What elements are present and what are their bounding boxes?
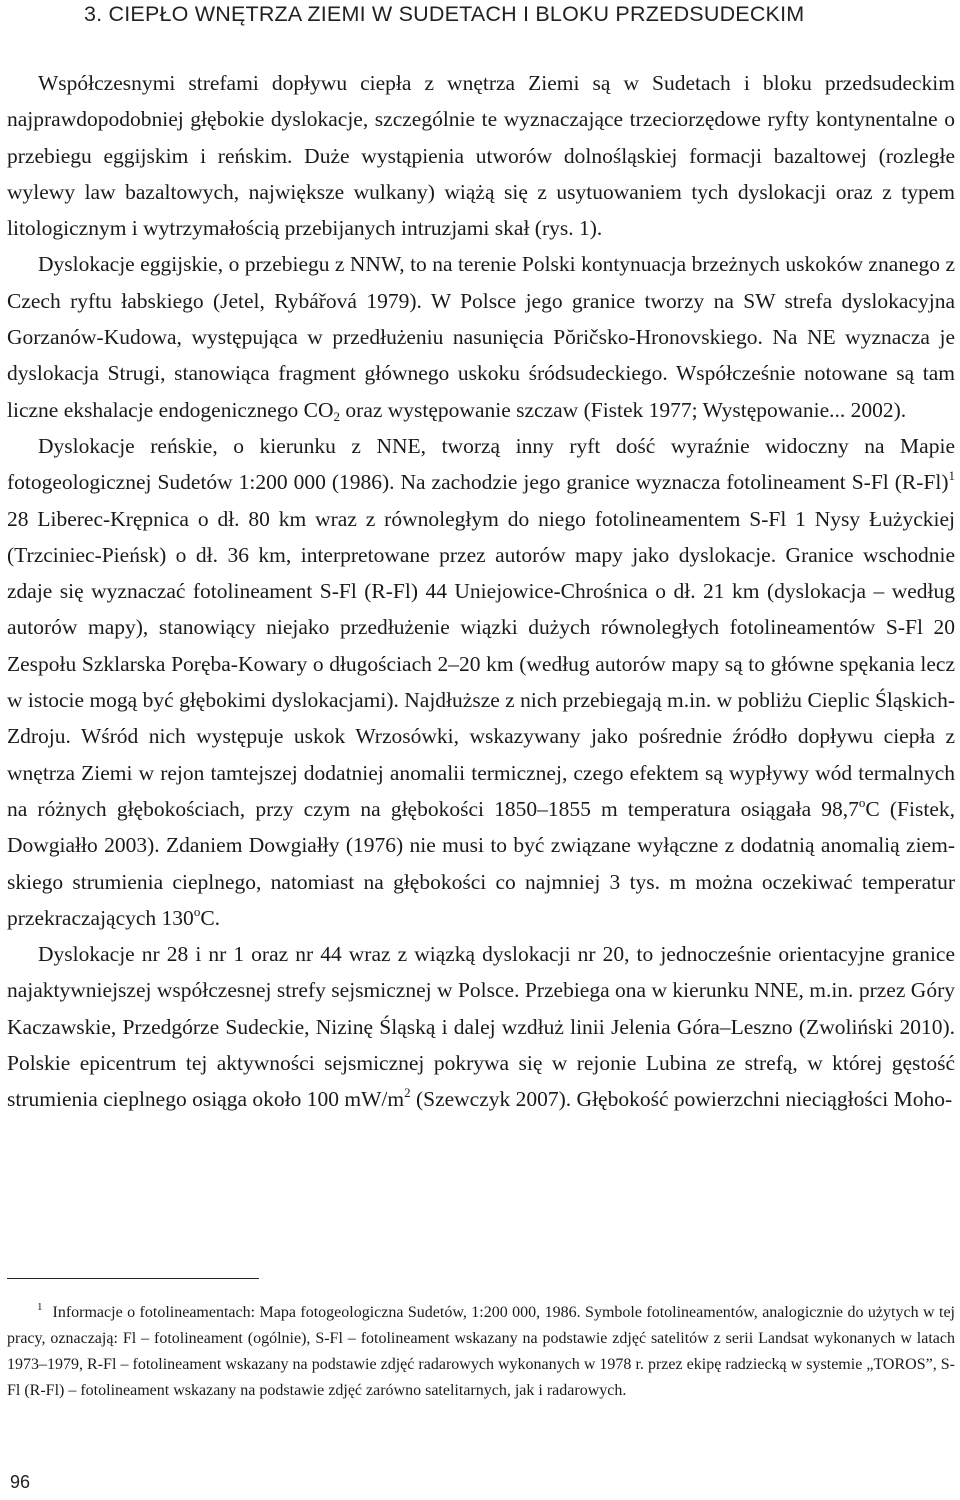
paragraph-3-text: Dyslokacje reńskie, o kierunku z NNE, tworzą inny ryft dość wyraźnie widoczny na Mapie fotogeologicznej Sudetów 1:200 000 (1986). Na zachodzie jego granice wyznacza fotolineament S-Fl (R-Fl) <box>7 433 955 495</box>
footnote-text: Informacje o fotolineamentach: Mapa fotogeologiczna Sudetów, 1:200 000, 1986. Symbole fotolineamentów, analogicznie do użytych w tej pracy, oznaczają: Fl – fotolineament (ogólnie), S-Fl – fotolineament wskazany na podstawie zdjęć satelitów z serii Landsat wykonanych w latach 1973–1979, R-Fl – fotolineament wskazany na podstawie zdjęć radarowych wykonanych w 1978 r. przez ekipę radziecką w systemie „TOROS”, S-Fl (R-Fl) – fotolineament wskazany na podstawie zdjęć zarówno satelitarnych, jak i radarowych. <box>7 1304 955 1400</box>
paragraph-1 <box>7 65 955 246</box>
degree-superscript-2: o <box>193 903 201 919</box>
paragraph-2 <box>7 246 955 427</box>
squared-superscript: 2 <box>404 1085 411 1101</box>
footnote-separator <box>7 1278 259 1279</box>
paragraph-3-text-cont: 28 Liberec-Krępnica o dł. 80 km wraz z równoległym do niego fotolineamentem S-Fl 1 Nysy Łużyckiej (Trzciniec-Pieńsk) o dł. 36 km, interpretowane przez autorów mapy jako dyslokacje. Granice wschodnie zdaje się wyznaczać fotolineament S-Fl (R-Fl) 44 Uniejowice-Chrośnica o dł. 21 km (dyslokacja – według autorów mapy), stanowiący niejako przedłużenie wiązki dużych równoległych fotolineamentów S-Fl 20 Zespołu Szklarska Poręba-Kowary o długościach 2–20 km (według autorów mapy są to główne spękania lecz w istocie mogą być głębokimi dyslokacjami). Najdłuższe z nich przebiegają m.in. w pobliżu Cieplic Śląskich-Zdroju. Wśród nich występuje uskok Wrzosówki, wskazywany jako pośrednie źródło dopływu ciepła z wnętrza Ziemi w rejon tamtejszej dodatniej anomalii termicznej, czego efektem są wypływy wód termalnych na różnych głębokościach, przy czym na głębokości 1850–1855 m temperatura osiągała 98,7 <box>7 506 955 821</box>
body-text <box>7 65 955 1118</box>
paragraph-2-text: Dyslokacje eggijskie, o przebiegu z NNW, to na terenie Polski kontynuacja brzeżnych uskoków znanego z Czech ryftu łabskiego (Jetel, Rybářová 1979). W Polsce jego granice tworzy na SW strefa dyslokacyjna Gorzanów-Kudowa, występująca w przedłużeniu nasunięcia Pŏričsko-Hronovskiego. Na NE wyznacza je dyslokacja Strugi, stanowiąca fragment głównego uskoku śródsudeckiego. Współcześnie notowane są tam liczne ekshalacje endogenicznego CO <box>7 252 955 422</box>
paragraph-4 <box>7 936 955 1117</box>
footnote-paragraph <box>7 1294 955 1404</box>
paragraph-4-text-cont: (Szewczyk 2007). Głębokość powierzchni nieciągłości Moho- <box>410 1087 953 1112</box>
section-heading: 3. CIEPŁO WNĘTRZA ZIEMI W SUDETACH I BLOKU PRZEDSUDECKIM <box>84 2 805 26</box>
footnote-marker: 1 <box>37 1301 43 1313</box>
degree-superscript: o <box>858 794 866 810</box>
paragraph-3 <box>7 428 955 936</box>
page-number: 96 <box>10 1472 31 1492</box>
paragraph-3-text-cont-2: C (Fistek, Dowgiałło 2003). Zdaniem Dowgiałły (1976) nie musi to być związane wyłączne z dodatnią anomalią ziem- skiego strumienia cieplnego, natomiast na głębokości co najmniej 3 tys. m można oczekiwać temperatur przekraczających 130 <box>7 796 955 930</box>
paragraph-3-text-end: C. <box>200 905 221 930</box>
footnote-reference: 1 <box>948 468 955 484</box>
co2-subscript: 2 <box>333 408 341 424</box>
paragraph-2-text-cont: oraz występowanie szczaw (Fistek 1977; Występowanie... 2002). <box>340 397 907 422</box>
footnote <box>7 1294 955 1404</box>
paragraph-1-text: Współczesnymi strefami dopływu ciepła z wnętrza Ziemi są w Sudetach i bloku przedsudeckim najprawdopodobniej głębokie dyslokacje, szczególnie te wyznaczające trzeciorzędowe ryfty kontynentalne o przebiegu eggijskim i reńskim. Duże wystąpienia utworów dolnośląskiej formacji bazaltowej (rozległe wylewy law bazaltowych, największe wulkany) wiążą się z usytuowaniem tych dyslokacji oraz z typem litologicznym i wytrzymałością przebijanych intruzjami skał (rys. 1). <box>7 71 955 241</box>
paragraph-4-text: Dyslokacje nr 28 i nr 1 oraz nr 44 wraz z wiązką dyslokacji nr 20, to jednocześnie orientacyjne granice najaktywniejszej współczesnej strefy sejsmicznej w Polsce. Przebiega ona w kierunku NNE, m.in. przez Góry Kaczawskie, Przedgórze Sudeckie, Nizinę Śląską i dalej wzdłuż linii Jelenia Góra–Leszno (Zwoliński 2010). Polskie epicentrum tej aktywności sejsmicznej pokrywa się w rejonie Lubina ze strefą, w której gęstość strumienia cieplnego osiąga około 100 mW/m <box>7 942 955 1112</box>
